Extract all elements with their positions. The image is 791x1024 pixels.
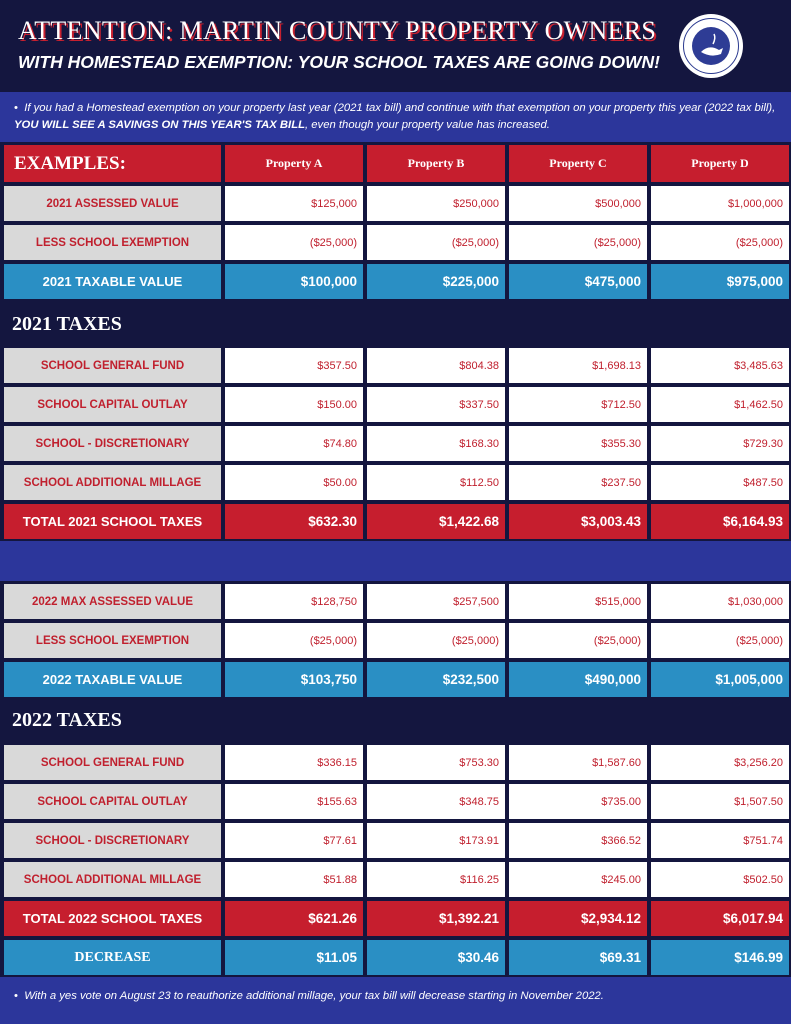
row-2021-discretionary-value: $74.80: [223, 424, 365, 463]
row-2021-discretionary-value: $168.30: [365, 424, 507, 463]
row-decrease-value: $69.31: [507, 938, 649, 977]
column-header-property: Property A: [223, 143, 365, 184]
row-2021-capital-outlay-value: $1,462.50: [649, 385, 791, 424]
row-2022-additional-millage-value: $245.00: [507, 860, 649, 899]
row-total-2022-taxes-label: TOTAL 2022 SCHOOL TAXES: [2, 899, 223, 938]
row-2022-general-fund-value: $336.15: [223, 743, 365, 782]
row-2022-general-fund-value: $1,587.60: [507, 743, 649, 782]
page-subtitle: WITH HOMESTEAD EXEMPTION: YOUR SCHOOL TAXES ARE GOING DOWN!: [18, 52, 661, 72]
row-total-2022-taxes-value: $2,934.12: [507, 899, 649, 938]
row-2021-capital-outlay-label: SCHOOL CAPITAL OUTLAY: [2, 385, 223, 424]
row-2022-discretionary-value: $751.74: [649, 821, 791, 860]
row-decrease-value: $11.05: [223, 938, 365, 977]
row-total-2022-taxes-value: $1,392.21: [365, 899, 507, 938]
row-decrease-label: DECREASE: [2, 938, 223, 977]
row-2022-additional-millage-label: SCHOOL ADDITIONAL MILLAGE: [2, 860, 223, 899]
section-divider: [0, 541, 791, 581]
row-2021-taxable-value-label: 2021 TAXABLE VALUE: [2, 262, 223, 301]
row-2022-less-exemption-value: ($25,000): [649, 621, 791, 660]
row-2022-max-assessed-value-label: 2022 MAX ASSESSED VALUE: [2, 582, 223, 621]
row-2022-taxable-value-value: $232,500: [365, 660, 507, 699]
row-2021-less-exemption-value: ($25,000): [365, 223, 507, 262]
column-header-property: Property B: [365, 143, 507, 184]
row-2022-taxable-value-value: $1,005,000: [649, 660, 791, 699]
row-2021-assessed-value-label: 2021 ASSESSED VALUE: [2, 184, 223, 223]
school-district-seal-logo: [679, 14, 743, 78]
column-header-property: Property C: [507, 143, 649, 184]
row-2021-capital-outlay-value: $712.50: [507, 385, 649, 424]
row-2021-assessed-value-value: $1,000,000: [649, 184, 791, 223]
footer-note: • With a yes vote on August 23 to reauthorize additional millage, your tax bill will decrease starting in November 2022.: [14, 990, 604, 1002]
row-2022-capital-outlay-label: SCHOOL CAPITAL OUTLAY: [2, 782, 223, 821]
row-2022-capital-outlay-value: $155.63: [223, 782, 365, 821]
row-2021-additional-millage-value: $50.00: [223, 463, 365, 502]
section-title-2021-taxes: 2021 TAXES: [12, 313, 122, 335]
examples-header: EXAMPLES:: [2, 143, 223, 184]
row-2022-additional-millage-value: $502.50: [649, 860, 791, 899]
row-2022-max-assessed-value-value: $128,750: [223, 582, 365, 621]
row-2021-taxable-value-value: $100,000: [223, 262, 365, 301]
header: [0, 0, 791, 92]
row-2022-additional-millage-value: $51.88: [223, 860, 365, 899]
row-2022-general-fund-value: $753.30: [365, 743, 507, 782]
row-2022-max-assessed-value-value: $1,030,000: [649, 582, 791, 621]
row-2021-general-fund-value: $804.38: [365, 346, 507, 385]
row-2021-additional-millage-label: SCHOOL ADDITIONAL MILLAGE: [2, 463, 223, 502]
row-2021-taxable-value-value: $975,000: [649, 262, 791, 301]
row-2022-less-exemption-value: ($25,000): [365, 621, 507, 660]
row-total-2022-taxes-value: $6,017.94: [649, 899, 791, 938]
row-2022-taxable-value-value: $103,750: [223, 660, 365, 699]
row-2021-taxable-value-value: $225,000: [365, 262, 507, 301]
column-header-property: Property D: [649, 143, 791, 184]
row-2021-general-fund-label: SCHOOL GENERAL FUND: [2, 346, 223, 385]
row-2021-discretionary-label: SCHOOL - DISCRETIONARY: [2, 424, 223, 463]
row-2021-general-fund-value: $357.50: [223, 346, 365, 385]
row-decrease-value: $146.99: [649, 938, 791, 977]
row-2021-less-exemption-label: LESS SCHOOL EXEMPTION: [2, 223, 223, 262]
row-2021-assessed-value-value: $125,000: [223, 184, 365, 223]
row-total-2021-taxes-value: $6,164.93: [649, 502, 791, 541]
row-total-2021-taxes-label: TOTAL 2021 SCHOOL TAXES: [2, 502, 223, 541]
page-title: ATTENTION: MARTIN COUNTY PROPERTY OWNERS: [18, 16, 657, 45]
row-2021-capital-outlay-value: $337.50: [365, 385, 507, 424]
row-2021-general-fund-value: $3,485.63: [649, 346, 791, 385]
row-2022-max-assessed-value-value: $257,500: [365, 582, 507, 621]
row-2021-discretionary-value: $729.30: [649, 424, 791, 463]
section-title-2022-taxes: 2022 TAXES: [12, 709, 122, 731]
row-2021-assessed-value-value: $500,000: [507, 184, 649, 223]
row-2022-discretionary-value: $366.52: [507, 821, 649, 860]
row-2022-taxable-value-label: 2022 TAXABLE VALUE: [2, 660, 223, 699]
row-2022-capital-outlay-value: $348.75: [365, 782, 507, 821]
lamp-icon: [679, 14, 743, 78]
row-2022-additional-millage-value: $116.25: [365, 860, 507, 899]
row-2022-less-exemption-label: LESS SCHOOL EXEMPTION: [2, 621, 223, 660]
row-total-2021-taxes-value: $3,003.43: [507, 502, 649, 541]
intro-banner: [0, 92, 791, 142]
row-2022-discretionary-value: $77.61: [223, 821, 365, 860]
row-2022-taxable-value-value: $490,000: [507, 660, 649, 699]
row-2021-additional-millage-value: $237.50: [507, 463, 649, 502]
row-2022-less-exemption-value: ($25,000): [223, 621, 365, 660]
row-total-2021-taxes-value: $632.30: [223, 502, 365, 541]
row-2022-capital-outlay-value: $735.00: [507, 782, 649, 821]
row-2021-less-exemption-value: ($25,000): [649, 223, 791, 262]
row-total-2021-taxes-value: $1,422.68: [365, 502, 507, 541]
row-2022-capital-outlay-value: $1,507.50: [649, 782, 791, 821]
row-2021-taxable-value-value: $475,000: [507, 262, 649, 301]
row-2022-max-assessed-value-value: $515,000: [507, 582, 649, 621]
row-2022-less-exemption-value: ($25,000): [507, 621, 649, 660]
row-2021-additional-millage-value: $487.50: [649, 463, 791, 502]
row-total-2022-taxes-value: $621.26: [223, 899, 365, 938]
intro-text: • If you had a Homestead exemption on your property last year (2021 tax bill) and continue with that exemption on your property this year (2022 tax bill), YOU WILL SEE A SAVINGS ON THIS YEAR'S TAX BILL, even though your property value has increased.: [14, 102, 776, 131]
row-2021-capital-outlay-value: $150.00: [223, 385, 365, 424]
row-2021-additional-millage-value: $112.50: [365, 463, 507, 502]
row-2022-discretionary-label: SCHOOL - DISCRETIONARY: [2, 821, 223, 860]
row-2022-general-fund-value: $3,256.20: [649, 743, 791, 782]
row-2021-general-fund-value: $1,698.13: [507, 346, 649, 385]
row-2021-discretionary-value: $355.30: [507, 424, 649, 463]
row-2022-discretionary-value: $173.91: [365, 821, 507, 860]
row-2021-less-exemption-value: ($25,000): [223, 223, 365, 262]
row-2021-assessed-value-value: $250,000: [365, 184, 507, 223]
row-decrease-value: $30.46: [365, 938, 507, 977]
row-2021-less-exemption-value: ($25,000): [507, 223, 649, 262]
row-2022-general-fund-label: SCHOOL GENERAL FUND: [2, 743, 223, 782]
